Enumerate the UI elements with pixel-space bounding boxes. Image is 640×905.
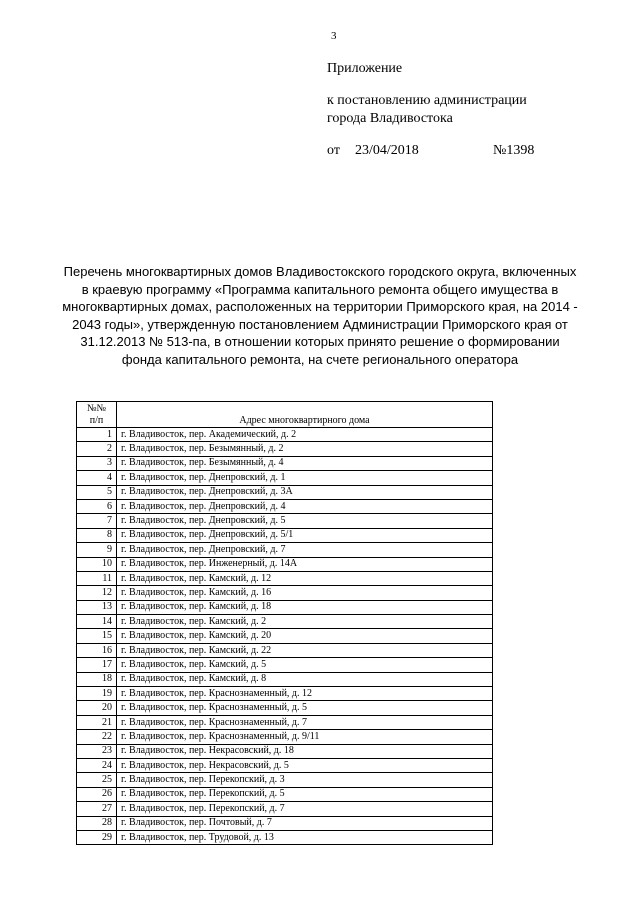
row-address: г. Владивосток, пер. Перекопский, д. 7 — [117, 802, 493, 816]
row-address: г. Владивосток, пер. Камский, д. 8 — [117, 672, 493, 686]
table-header-row — [77, 402, 493, 428]
table-row — [77, 528, 493, 542]
header-address: Адрес многоквартирного дома — [117, 402, 493, 428]
houses-table — [76, 401, 493, 845]
table-row — [77, 715, 493, 729]
row-address: г. Владивосток, пер. Академический, д. 2 — [117, 428, 493, 442]
table-row — [77, 672, 493, 686]
table-row — [77, 485, 493, 499]
row-number: 6 — [77, 499, 117, 513]
row-address: г. Владивосток, пер. Некрасовский, д. 18 — [117, 744, 493, 758]
row-number: 10 — [77, 557, 117, 571]
row-number: 12 — [77, 586, 117, 600]
row-number: 28 — [77, 816, 117, 830]
row-number: 13 — [77, 600, 117, 614]
table-row — [77, 787, 493, 801]
row-address: г. Владивосток, пер. Камский, д. 5 — [117, 658, 493, 672]
header-number — [77, 402, 117, 428]
header-number-line1: №№ — [86, 402, 107, 414]
table-row — [77, 687, 493, 701]
row-address: г. Владивосток, пер. Камский, д. 22 — [117, 643, 493, 657]
table-row — [77, 773, 493, 787]
row-number: 14 — [77, 615, 117, 629]
row-address: г. Владивосток, пер. Камский, д. 18 — [117, 600, 493, 614]
table-row — [77, 802, 493, 816]
table-row — [77, 816, 493, 830]
appendix-date-number-line — [327, 143, 535, 159]
table-row — [77, 643, 493, 657]
table-row — [77, 571, 493, 585]
row-number: 25 — [77, 773, 117, 787]
row-number: 29 — [77, 830, 117, 844]
row-number: 16 — [77, 643, 117, 657]
table-row — [77, 701, 493, 715]
table-row — [77, 830, 493, 844]
row-address: г. Владивосток, пер. Днепровский, д. 3А — [117, 485, 493, 499]
row-number: 26 — [77, 787, 117, 801]
table-row — [77, 758, 493, 772]
row-address: г. Владивосток, пер. Днепровский, д. 5/1 — [117, 528, 493, 542]
table-row — [77, 499, 493, 513]
row-number: 19 — [77, 687, 117, 701]
row-number: 8 — [77, 528, 117, 542]
table-row — [77, 629, 493, 643]
table-row — [77, 730, 493, 744]
row-address: г. Владивосток, пер. Краснознаменный, д. 5 — [117, 701, 493, 715]
row-number: 3 — [77, 456, 117, 470]
from-label: от — [327, 143, 340, 158]
row-number: 2 — [77, 442, 117, 456]
row-number: 21 — [77, 715, 117, 729]
row-address: г. Владивосток, пер. Безымянный, д. 2 — [117, 442, 493, 456]
decree-number: №1398 — [493, 143, 535, 158]
row-address: г. Владивосток, пер. Почтовый, д. 7 — [117, 816, 493, 830]
table-row — [77, 600, 493, 614]
table-row — [77, 428, 493, 442]
row-address: г. Владивосток, пер. Некрасовский, д. 5 — [117, 758, 493, 772]
row-number: 18 — [77, 672, 117, 686]
row-address: г. Владивосток, пер. Камский, д. 16 — [117, 586, 493, 600]
row-address: г. Владивосток, пер. Трудовой, д. 13 — [117, 830, 493, 844]
decree-date: 23/04/2018 — [355, 143, 419, 158]
row-address: г. Владивосток, пер. Днепровский, д. 5 — [117, 514, 493, 528]
table-row — [77, 543, 493, 557]
row-number: 17 — [77, 658, 117, 672]
row-number: 1 — [77, 428, 117, 442]
row-number: 27 — [77, 802, 117, 816]
row-number: 15 — [77, 629, 117, 643]
row-number: 4 — [77, 471, 117, 485]
row-number: 5 — [77, 485, 117, 499]
row-number: 7 — [77, 514, 117, 528]
appendix-title: Приложение — [327, 61, 403, 76]
row-address: г. Владивосток, пер. Краснознаменный, д. 9/11 — [117, 730, 493, 744]
table-row — [77, 514, 493, 528]
row-number: 22 — [77, 730, 117, 744]
table-row — [77, 442, 493, 456]
row-number: 24 — [77, 758, 117, 772]
page-number: 3 — [331, 30, 337, 42]
row-number: 23 — [77, 744, 117, 758]
row-address: г. Владивосток, пер. Краснознаменный, д. 7 — [117, 715, 493, 729]
row-address: г. Владивосток, пер. Днепровский, д. 4 — [117, 499, 493, 513]
table-row — [77, 658, 493, 672]
table-row — [77, 586, 493, 600]
table-row — [77, 615, 493, 629]
row-address: г. Владивосток, пер. Камский, д. 12 — [117, 571, 493, 585]
row-number: 9 — [77, 543, 117, 557]
row-address: г. Владивосток, пер. Безымянный, д. 4 — [117, 456, 493, 470]
row-address: г. Владивосток, пер. Днепровский, д. 7 — [117, 543, 493, 557]
row-address: г. Владивосток, пер. Камский, д. 2 — [117, 615, 493, 629]
document-title: Перечень многоквартирных домов Владивостокского городского округа, включенных в краевую программу «Программа капитального ремонта общего имущества в многоквартирных домах, расположенных на территории Приморского края, на 2014 - 2043 годы», утвержденную постановлением Администрации Приморского края от 31.12.2013 № 513-па, в отношении которых принято решение о формировании фонда капитального ремонта, на счете регионального оператора — [62, 264, 578, 367]
row-address: г. Владивосток, пер. Инженерный, д. 14А — [117, 557, 493, 571]
row-address: г. Владивосток, пер. Днепровский, д. 1 — [117, 471, 493, 485]
row-address: г. Владивосток, пер. Перекопский, д. 3 — [117, 773, 493, 787]
table-row — [77, 744, 493, 758]
table-row — [77, 557, 493, 571]
row-address: г. Владивосток, пер. Перекопский, д. 5 — [117, 787, 493, 801]
table-row — [77, 456, 493, 470]
row-number: 11 — [77, 571, 117, 585]
appendix-city-line: города Владивостока — [327, 111, 453, 126]
table-row — [77, 471, 493, 485]
row-address: г. Владивосток, пер. Краснознаменный, д. 12 — [117, 687, 493, 701]
row-address: г. Владивосток, пер. Камский, д. 20 — [117, 629, 493, 643]
header-number-line2: п/п — [89, 414, 104, 426]
appendix-decree-line: к постановлению администрации — [327, 93, 527, 108]
row-number: 20 — [77, 701, 117, 715]
